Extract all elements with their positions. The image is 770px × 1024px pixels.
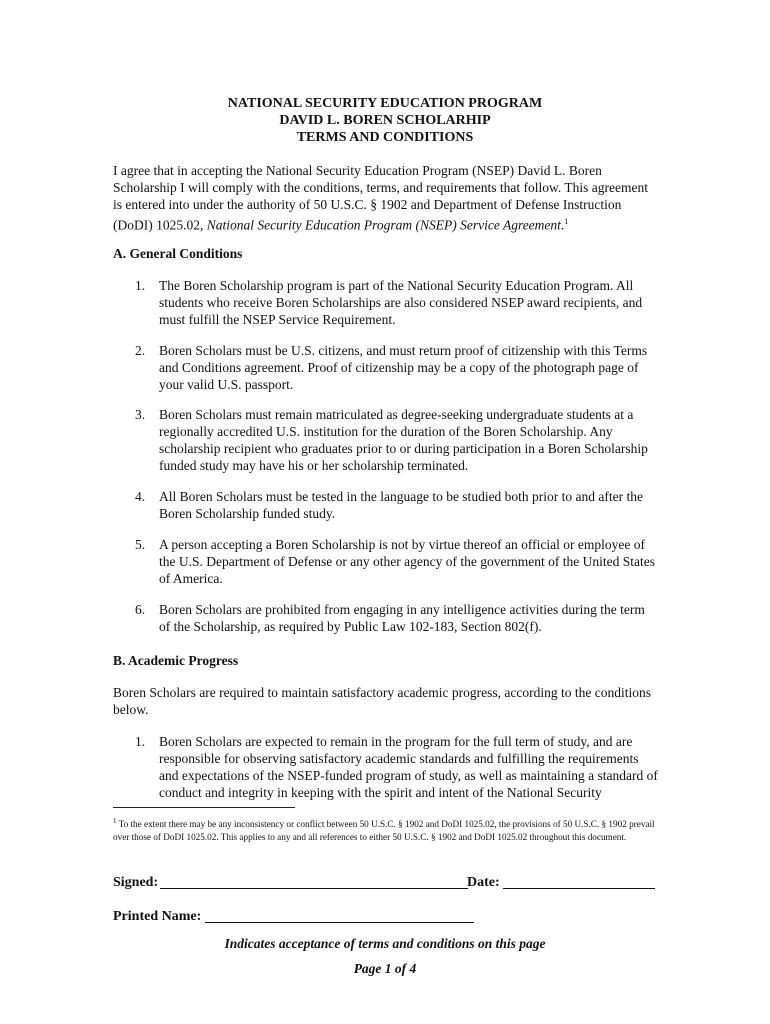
section-b-intro: Boren Scholars are required to maintain satisfactory academic progress, according to the conditions below.: [113, 685, 651, 717]
list-item-number: 4.: [135, 489, 146, 504]
list-item-text: Boren Scholars must be U.S. citizens, and must return proof of citizenship with this Terms and Conditions agreement. Proof of citizenship may be a copy of the photograph page of your valid U.S. passport.: [159, 343, 648, 392]
footnote-text: To the extent there may be any inconsistency or conflict between 50 U.S.C. § 1902 and DoDI 1025.02, the provisions of 50 U.S.C. § 1902 prevail over those of DoDI 1025.02. This applies to any and all references to either 50 U.S.C. § 1902 and DoDI 1025.02 throughout this document.: [113, 819, 655, 843]
list-item: [113, 536, 658, 587]
list-item-number: 6.: [135, 602, 146, 617]
intro-paragraph: [113, 162, 658, 234]
list-item-number: 1.: [135, 278, 146, 293]
list-item-number: 3.: [135, 407, 146, 422]
list-item-text: All Boren Scholars must be tested in the language to be studied both prior to and after the Boren Scholarship funded study.: [159, 489, 644, 521]
section-b-heading: B. Academic Progress: [113, 653, 239, 668]
list-item: [113, 342, 658, 393]
footnote-divider: [113, 807, 295, 808]
intro-end: .: [560, 217, 565, 233]
doc-title-line-1: NATIONAL SECURITY EDUCATION PROGRAM: [227, 96, 543, 111]
list-item-number: 1.: [135, 734, 146, 749]
doc-title-line-2: DAVID L. BOREN SCHOLARHIP: [279, 113, 491, 128]
list-item: [113, 733, 658, 801]
signed-label: Signed:: [113, 875, 159, 890]
intro-italic-text: National Security Education Program (NSEP) Service Agreement: [206, 217, 561, 233]
footnote-marker: 1: [113, 817, 117, 825]
list-item-text: Boren Scholars are prohibited from engaging in any intelligence activities during the term of the Scholarship, as required by Public Law 102-183, Section 802(f).: [159, 602, 645, 634]
list-item-number: 5.: [135, 537, 146, 552]
printed-name-label: Printed Name:: [113, 909, 202, 924]
list-item-text: The Boren Scholarship program is part of the National Security Education Program. All students who receive Boren Scholarships are also considered NSEP award recipients, and must fulfill the NSEP Service Requirement.: [159, 278, 643, 327]
acceptance-note: Indicates acceptance of terms and conditions on this page: [224, 936, 546, 951]
list-item-text: Boren Scholars must remain matriculated as degree-seeking undergraduate students at a regionally accredited U.S. institution for the duration of the Boren Scholarship. Any scholarship recipient who graduates prior to or during participation in a Boren Scholarship funded study may have his or her scholarship terminated.: [159, 407, 648, 473]
doc-title-line-3: TERMS AND CONDITIONS: [296, 130, 474, 145]
printed-name-line[interactable]: [205, 922, 474, 923]
list-item-text: Boren Scholars are expected to remain in the program for the full term of study, and are responsible for observing satisfactory academic standards and fulfilling the requirements and expectations of the NSEP-funded program of study, as well as maintaining a standard of conduct and integrity in keeping with the spirit and intent of the National Security: [159, 734, 658, 800]
list-item: [113, 488, 658, 522]
footnote: [113, 815, 661, 844]
signature-line[interactable]: [160, 888, 468, 889]
intro-text: I agree that in accepting the National Security Education Program (NSEP) David L. Boren Scholarship I will comply with the conditions, terms, and requirements that follow. This agreement is entered into under the authority of 50 U.S.C. § 1902 and Department of Defense Instruction (DoDI) 1025.02,: [113, 163, 649, 233]
footnote-ref: 1: [564, 217, 569, 226]
list-item: [113, 406, 658, 474]
page-number: Page 1 of 4: [353, 961, 417, 976]
section-a-heading: A. General Conditions: [113, 246, 243, 261]
list-item-number: 2.: [135, 343, 146, 358]
list-item: [113, 277, 658, 328]
date-line[interactable]: [503, 888, 655, 889]
list-item: [113, 601, 658, 635]
list-item-text: A person accepting a Boren Scholarship is not by virtue thereof an official or employee of the U.S. Department of Defense or any other agency of the government of the United States of America.: [159, 537, 655, 586]
date-label: Date:: [467, 875, 500, 890]
